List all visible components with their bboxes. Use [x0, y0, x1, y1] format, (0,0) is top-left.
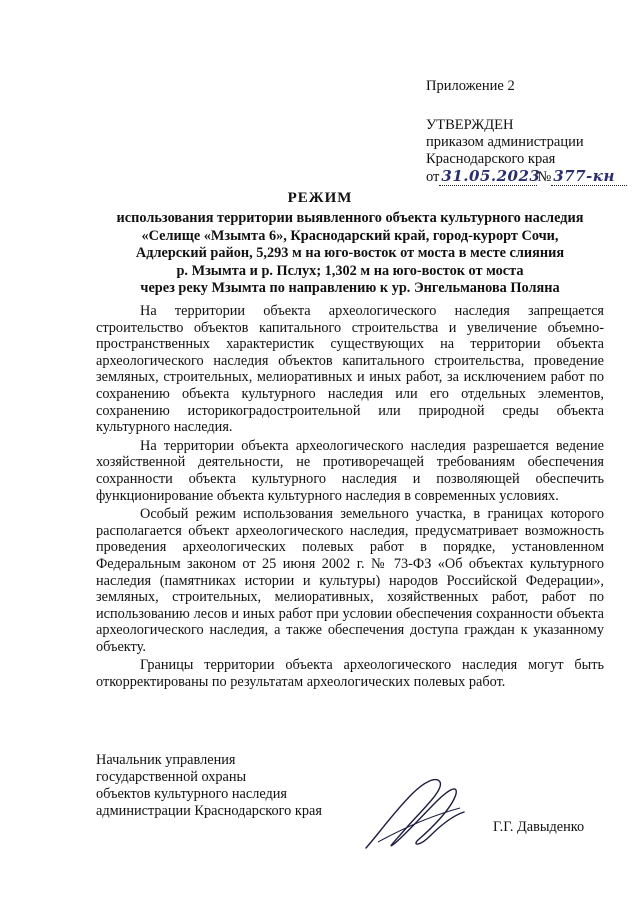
document-body [96, 303, 604, 693]
approval-date-number [426, 168, 627, 186]
number-prefix: № [537, 169, 552, 185]
handwritten-date: 31.05.2023 [441, 167, 541, 185]
paragraph-boundaries: Границы территории объекта археологического наследия могут быть откорректированы по результатам археологических полевых работ. [96, 657, 604, 691]
approval-line-2: Краснодарского края [426, 151, 556, 167]
signer-position-line: администрации Краснодарского края [96, 803, 322, 819]
signer-position [96, 752, 322, 820]
subtitle-line: р. Мзымта и р. Пслух; 1,302 м на юго-восток от моста [176, 262, 524, 279]
handwritten-number: 377-кн [551, 168, 627, 186]
handwritten-signature-icon [360, 772, 470, 856]
signer-name: Г.Г. Давыденко [493, 819, 585, 835]
subtitle-line: Адлерский район, 5,293 м на юго-восток от моста в месте слияния [135, 245, 565, 262]
approval-line-1: приказом администрации [426, 134, 584, 150]
signer-position-line: объектов культурного наследия [96, 786, 287, 802]
subtitle-line: через реку Мзымта по направлению к ур. Энгельманова Поляна [140, 280, 560, 297]
approval-block [426, 117, 627, 186]
document-title: РЕЖИМ [287, 190, 353, 206]
document-subtitle [96, 210, 604, 298]
subtitle-line: использования территории выявленного объекта культурного наследия [116, 210, 584, 226]
appendix-label: Приложение 2 [426, 78, 515, 94]
signer-position-line: государственной охраны [96, 769, 247, 785]
date-prefix: от [426, 169, 440, 185]
paragraph-permitted-activity: На территории объекта археологического наследия разрешается ведение хозяйственной деятельности, не противоречащей требованиям обеспечения сохранности объекта культурного наследия и позволяющей обеспечить функционирование объекта культурного наследия в современных условиях. [96, 437, 604, 504]
signer-position-line: Начальник управления [96, 752, 236, 768]
subtitle-line: «Селище «Мзымта 6», Краснодарский край, город-курорт Сочи, [141, 227, 559, 244]
approval-heading: УТВЕРЖДЕН [426, 117, 514, 133]
paragraph-prohibitions: На территории объекта археологического наследия запрещается строительство объектов капитального строительства и увеличение объемно-пространственных характеристик существующих на территории объекта археологического наследия объектов капитального строительства, проведение земляных, строительных, мелиоративных и иных работ, за исключением работ по сохранению объекта культурного наследия или его отдельных элементов, сохранению историкоградостроительной или природной среды объекта культурного наследия. [96, 303, 604, 436]
paragraph-special-regime: Особый режим использования земельного участка, в границах которого располагается объект археологического наследия, предусматривает возможность проведения археологических полевых работ в порядке, установленном Федеральным законом от 25 июня 2002 г. № 73-ФЗ «Об объектах культурного наследия (памятниках истории и культуры) народов Российской Федерации», земляных, строительных, мелиоративных, хозяйственных работ, работ по использованию лесов и иных работ при условии обеспечения сохранности объекта археологического наследия, а также обеспечения доступа граждан к указанному объекту. [96, 506, 604, 655]
